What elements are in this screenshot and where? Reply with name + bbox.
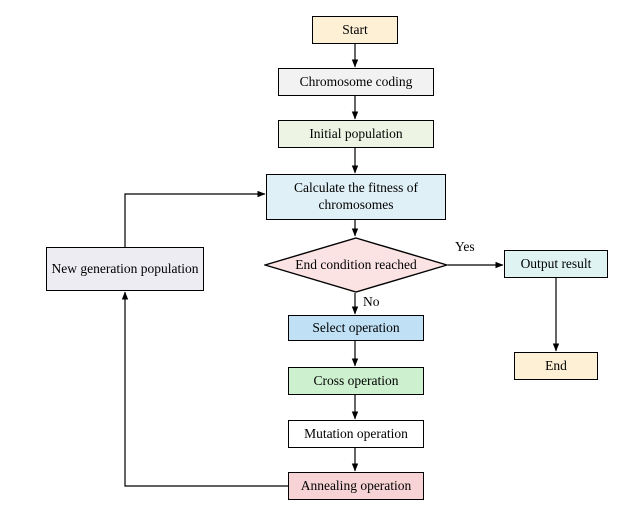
node-start[interactable]	[312, 16, 398, 44]
node-new-generation-population-label: New generation population	[51, 260, 199, 276]
node-start-label: Start	[342, 21, 368, 37]
node-mutation-operation-label: Mutation operation	[304, 425, 408, 441]
node-annealing-operation[interactable]	[288, 472, 424, 500]
node-select-operation-label: Select operation	[312, 319, 400, 335]
edge-label-no: No	[363, 294, 380, 309]
node-end[interactable]	[514, 352, 598, 380]
node-initial-population[interactable]	[278, 120, 434, 148]
edge-annealing-to-newgen	[125, 292, 288, 486]
edge-label-yes: Yes	[455, 239, 475, 254]
node-initial-population-label: Initial population	[309, 125, 403, 141]
node-chromosome-coding-label: Chromosome coding	[299, 73, 413, 89]
node-end-label: End	[545, 357, 567, 373]
node-new-generation-population[interactable]	[46, 247, 204, 291]
node-select-operation[interactable]	[288, 315, 424, 341]
node-calculate-fitness[interactable]	[266, 174, 446, 220]
node-output-result-label: Output result	[520, 255, 592, 271]
node-end-condition-decision[interactable]	[264, 237, 448, 293]
edge-newgen-to-fitness	[125, 194, 265, 247]
node-cross-operation[interactable]	[288, 367, 424, 395]
node-annealing-operation-label: Annealing operation	[300, 477, 412, 493]
node-mutation-operation[interactable]	[288, 420, 424, 448]
node-output-result[interactable]	[504, 250, 608, 278]
node-cross-operation-label: Cross operation	[313, 372, 399, 388]
node-calculate-fitness-label: Calculate the fitness of chromosomes	[293, 180, 419, 212]
node-end-condition-label: End condition reached	[295, 257, 417, 272]
node-chromosome-coding[interactable]	[278, 68, 434, 96]
